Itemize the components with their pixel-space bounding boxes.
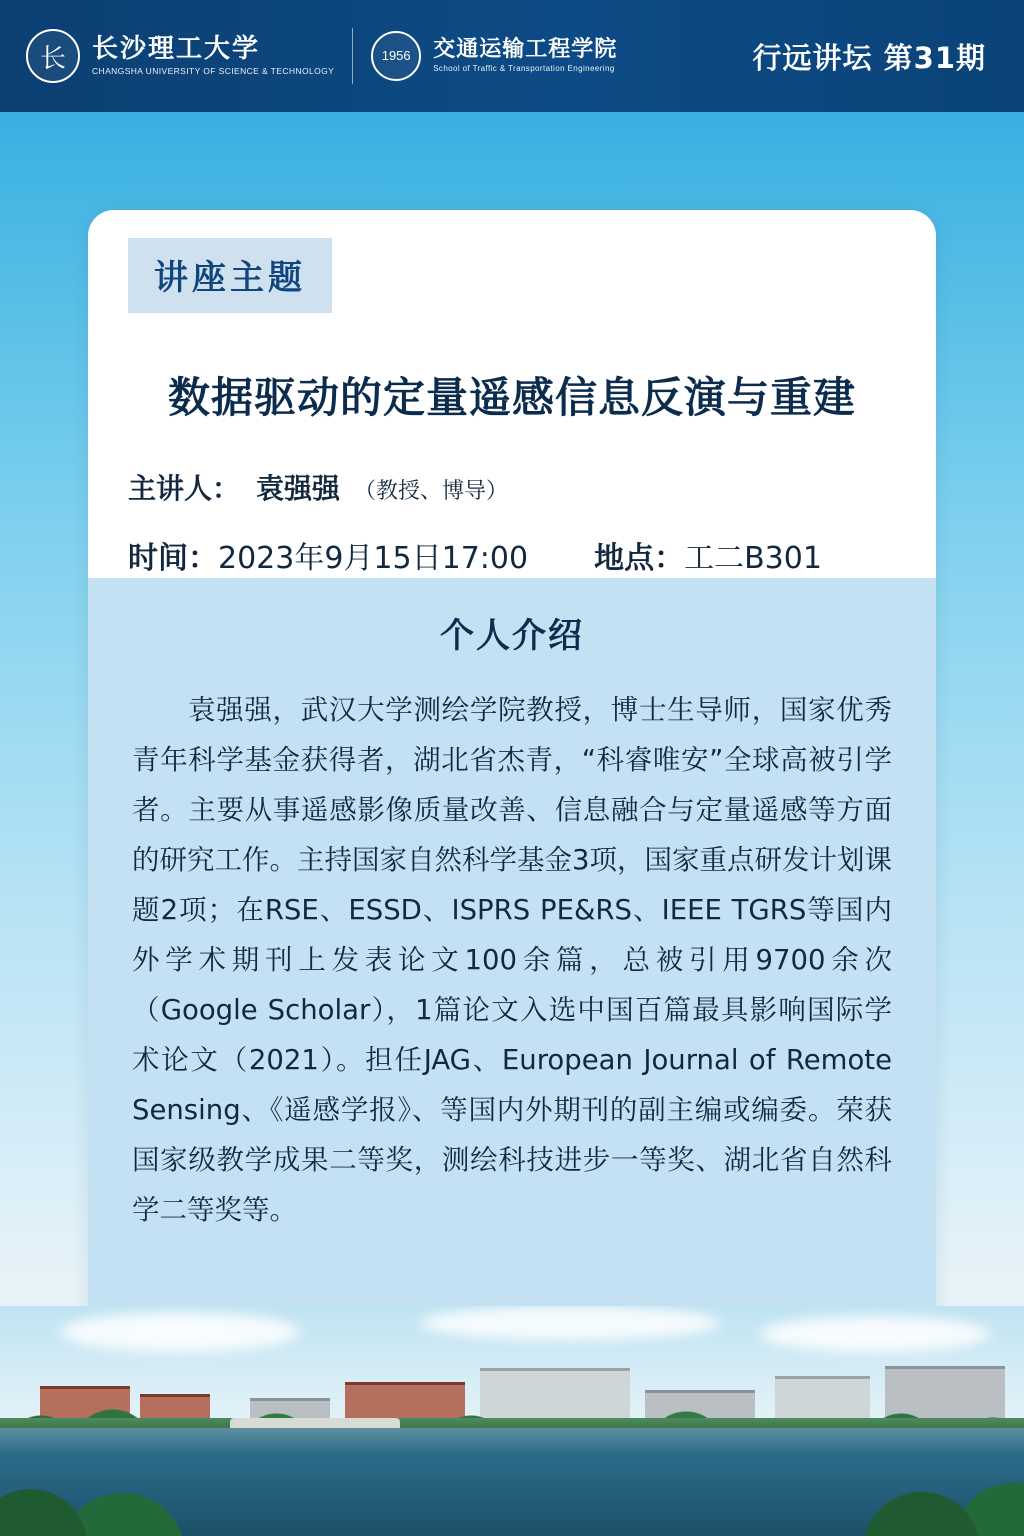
cloud-icon	[420, 1306, 720, 1340]
campus-photo	[0, 1306, 1024, 1536]
series-label: 行远讲坛 第31期	[752, 40, 986, 75]
bio-heading: 个人介绍	[440, 616, 584, 656]
lecture-title: 数据驱动的定量遥感信息反演与重建	[167, 373, 856, 422]
lecture-card	[88, 210, 936, 1355]
time-value: 2023年9月15日17:00	[218, 541, 529, 576]
bio-text: 袁强强，武汉大学测绘学院教授，博士生导师，国家优秀青年科学基金获得者，湖北省杰青，“科睿唯安”全球高被引学者。主要从事遥感影像质量改善、信息融合与定量遥感等方面的研究工作。主持国家自然科学基金3项，国家重点研发计划课题2项；在RSE、ESSD、ISPRS PE&RS、IEEE TGRS等国内外学术期刊上发表论文100余篇，总被引用9700余次（Google Scholar），1篇论文入选中国百篇最具影响国际学术论文（2021）。担任JAG、European Journal of Remote Sensing、《遥感学报》、等国内外期刊的副主编或编委。荣获国家级教学成果二等奖，测绘科技进步一等奖、湖北省自然科学二等奖等。	[132, 694, 892, 1226]
school-seal-icon	[371, 31, 421, 81]
cloud-icon	[760, 1316, 990, 1352]
school-name-en: School of Traffic & Transportation Engineering	[433, 64, 615, 74]
university-name-cn: 长沙理工大学	[92, 33, 261, 64]
university-logo-group	[26, 29, 334, 83]
speaker-label: 主讲人：	[128, 472, 241, 505]
cloud-icon	[60, 1312, 300, 1352]
university-name-en: CHANGSHA UNIVERSITY OF SCIENCE & TECHNOLOGY	[92, 66, 335, 77]
school-logo-group	[371, 31, 617, 81]
lecture-card-top	[88, 210, 936, 578]
place-value: 工二B301	[684, 541, 822, 576]
time-label: 时间：	[128, 541, 218, 576]
speaker-row	[128, 467, 896, 507]
speaker-role: （教授、博导）	[354, 479, 509, 504]
lecture-card-bottom	[88, 578, 936, 1275]
section-tag-topic: 讲座主题	[128, 238, 332, 313]
university-seal-glyph: 长	[39, 42, 66, 73]
time-place-row	[128, 533, 896, 577]
place-label: 地点：	[594, 541, 685, 576]
university-seal-icon	[26, 29, 80, 83]
school-name-block	[433, 38, 617, 73]
header-bar	[0, 0, 1024, 112]
campus-foreground-trees	[0, 1416, 1024, 1536]
speaker-name: 袁强强	[256, 472, 341, 505]
school-name-cn: 交通运输工程学院	[433, 37, 618, 63]
header-divider	[352, 28, 353, 84]
school-seal-glyph: 1956	[381, 48, 411, 64]
university-name-block	[92, 33, 335, 77]
